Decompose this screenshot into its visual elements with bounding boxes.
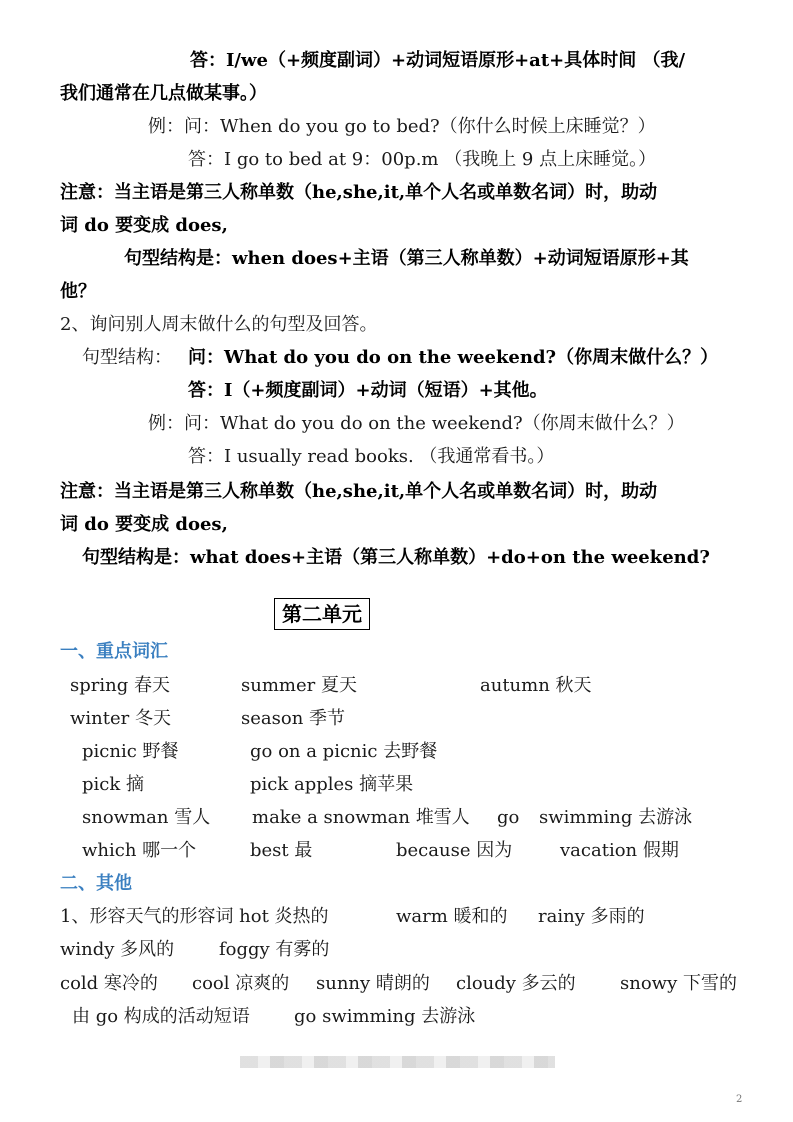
- example-answer-2: 答：I usually read books. （我通常看书。）: [188, 446, 555, 467]
- example-question-2: 例：问：What do you do on the weekend?（你周末做什么？）: [148, 413, 685, 434]
- note-line2: 词 do 要变成 does,: [60, 215, 228, 236]
- vocab-item: best 最: [250, 840, 313, 861]
- structure-line-2: 句型结构是：what does+主语（第三人称单数）+do+on the weekend?: [82, 547, 710, 568]
- others-item: cold 寒冷的: [60, 973, 158, 994]
- structure-answer: 答：I（+频度副词）+动词（短语）+其他。: [188, 380, 548, 401]
- others-item: foggy 有雾的: [219, 939, 330, 960]
- section2-heading: 2、询问别人周末做什么的句型及回答。: [60, 314, 378, 335]
- note-line1-2: 注意：当主语是第三人称单数（he,she,it,单个人名或单数名词）时，助动: [60, 481, 658, 502]
- others-item: warm 暖和的: [396, 906, 508, 927]
- vocab-item: season 季节: [241, 708, 346, 729]
- vocab-item: pick apples 摘苹果: [250, 774, 414, 795]
- vocab-heading: 一、重点词汇: [60, 641, 168, 662]
- vocab-item: spring 春天: [70, 675, 170, 696]
- example-question: 例：问：When do you go to bed?（你什么时候上床睡觉？）: [148, 116, 656, 137]
- vocab-item: which 哪一个: [82, 840, 197, 861]
- others-item: go swimming 去游泳: [294, 1006, 476, 1027]
- vocab-item: snowman 雪人: [82, 807, 211, 828]
- note-line2-2: 词 do 要变成 does,: [60, 514, 228, 535]
- unit-title: 第二单元: [274, 598, 370, 630]
- example-answer: 答：I go to bed at 9：00p.m （我晚上 9 点上床睡觉。）: [188, 149, 657, 170]
- others-item: cloudy 多云的: [456, 973, 576, 994]
- others-heading: 二、其他: [60, 873, 132, 894]
- structure-line1: 句型结构是：when does+主语（第三人称单数）+动词短语原形+其: [124, 248, 689, 269]
- vocab-item: pick 摘: [82, 774, 144, 795]
- vocab-item: summer 夏天: [241, 675, 357, 696]
- footer-watermark-bar: [240, 1056, 555, 1068]
- answer-structure-line1: 答：I/we（+频度副词）+动词短语原形+at+具体时间 （我/: [190, 50, 686, 71]
- vocab-item: winter 冬天: [70, 708, 171, 729]
- others-item: snowy 下雪的: [620, 973, 737, 994]
- vocab-item: make a snowman 堆雪人: [252, 807, 470, 828]
- others-item: 1、形容天气的形容词 hot 炎热的: [60, 906, 329, 927]
- others-item: rainy 多雨的: [538, 906, 645, 927]
- note-line1: 注意：当主语是第三人称单数（he,she,it,单个人名或单数名词）时，助动: [60, 182, 658, 203]
- vocab-item: swimming 去游泳: [539, 807, 693, 828]
- vocab-item: go on a picnic 去野餐: [250, 741, 438, 762]
- vocab-item: picnic 野餐: [82, 741, 179, 762]
- vocab-item: because 因为: [396, 840, 513, 861]
- vocab-item: vacation 假期: [560, 840, 679, 861]
- structure-line2: 他？: [60, 281, 96, 302]
- others-item: cool 凉爽的: [192, 973, 290, 994]
- page-number: 2: [736, 1094, 743, 1105]
- vocab-item: go: [497, 807, 520, 828]
- vocab-item: autumn 秋天: [480, 675, 592, 696]
- others-item: windy 多风的: [60, 939, 175, 960]
- others-item: sunny 晴朗的: [316, 973, 430, 994]
- structure-label: 句型结构：: [82, 347, 172, 368]
- structure-question: 问：What do you do on the weekend?（你周末做什么？）: [188, 347, 719, 368]
- others-item: 由 go 构成的活动短语: [72, 1006, 250, 1027]
- answer-structure-line2: 我们通常在几点做某事。）: [60, 83, 267, 104]
